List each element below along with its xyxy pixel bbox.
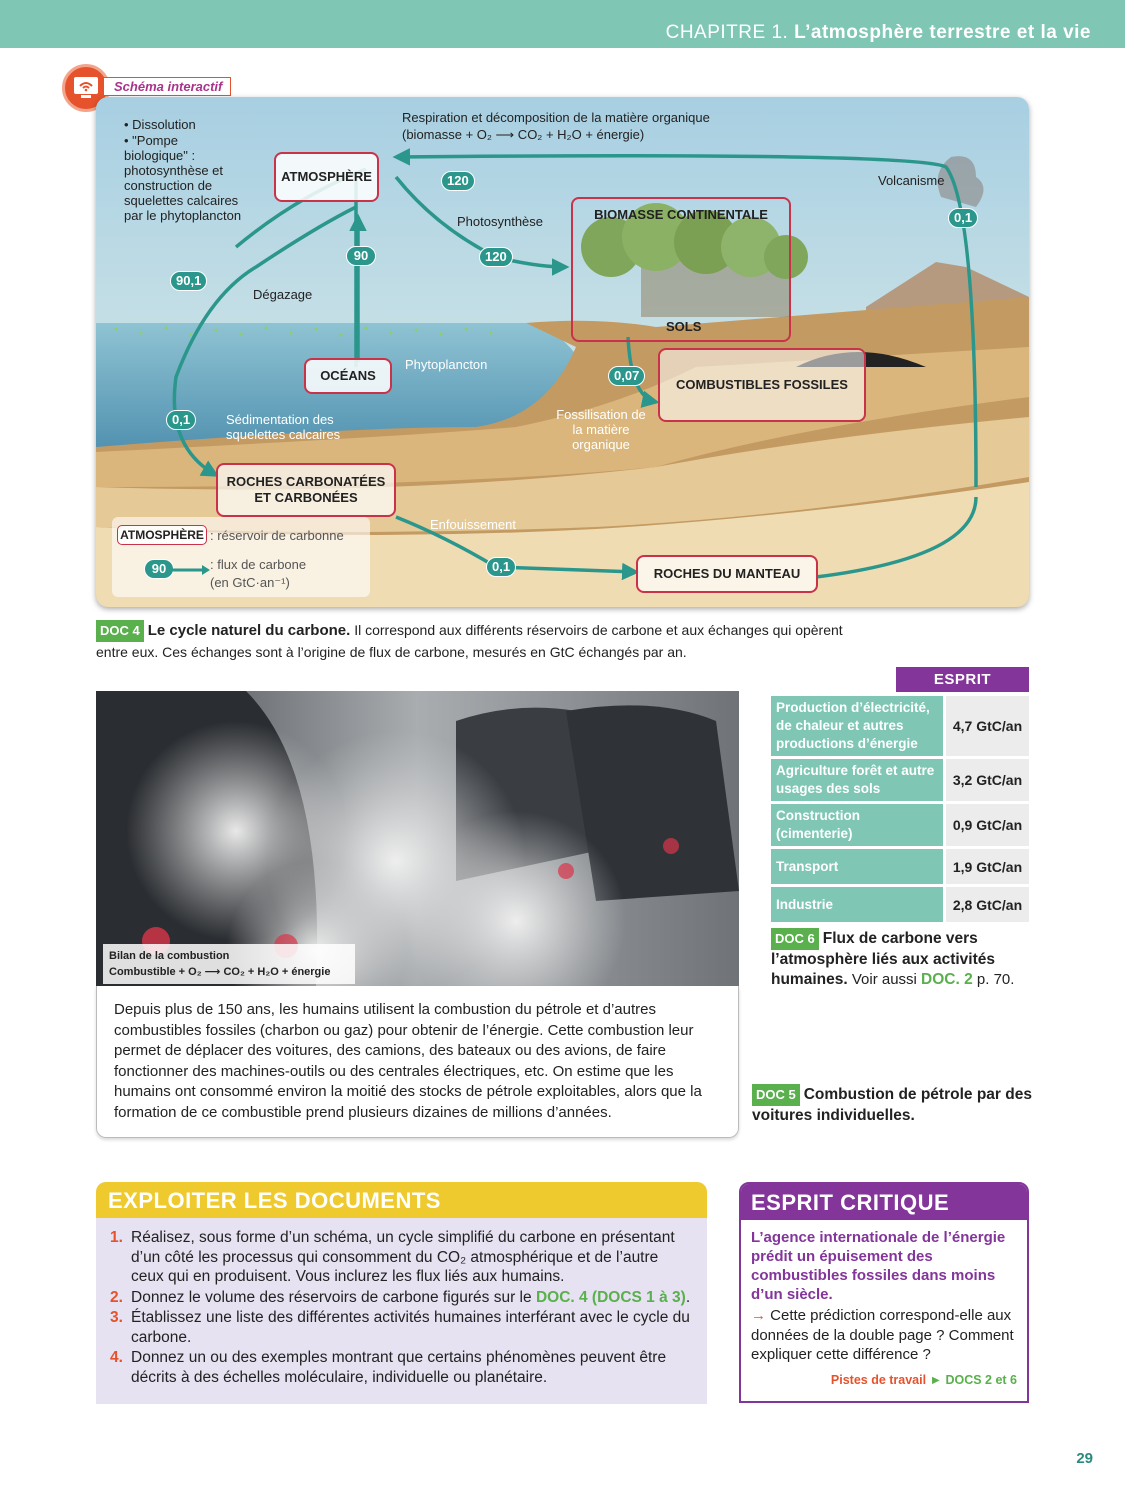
legend-arrow-icon [172,563,212,577]
doc6-ref[interactable]: DOC. 2 [921,971,973,988]
item-text: Donnez le volume des réservoirs de carbone figurés sur le [131,1288,536,1306]
table-row [771,759,1029,801]
doc5-text: Depuis plus de 150 ans, les humains utilisent la combustion du pétrole et d’autres combustibles fossiles (charbon ou gaz) pour obtenir de l’énergie. Cette combustion leur permet de déplacer des voitures, des camions, des bateaux ou des avions, de faire fonctionner des machines-outils ou des centrales électriques, etc. On estime que les humains ont consommé environ la moitié des stocks de pétrole exploitables, alors que la formation de ce combustible prend plusieurs dizaines de millions d’années. [114,1001,702,1121]
list-item [110,1288,693,1308]
esprit-question: L’agence internationale de l’énergie prédit un épuisement des combustibles fossiles dans moins d’un siècle. [751,1229,1006,1303]
doc5-text-box [96,986,739,1138]
table-row-label: Agriculture forêt et autre usages des sols [771,759,943,801]
esprit-answer [741,1304,1027,1365]
play-arrow-icon: ► [929,1373,942,1387]
table-row-label: Industrie [771,887,943,922]
flux-fossilisation: 0,07 [608,366,645,386]
item-text-end: . [685,1288,691,1306]
esprit-critique-title: ESPRIT CRITIQUE [741,1184,1027,1220]
flux-volcanisme: 0,1 [948,208,978,228]
table-row-label: Production d’électricité, de chaleur et autres productions d’énergie [771,696,943,756]
reservoir-sols[interactable]: SOLS [666,319,702,334]
flux-photosynthese: 120 [479,247,513,267]
legend-box-sample: ATMOSPHÈRE [117,525,207,545]
combustion-caption [103,944,355,984]
table-row [771,696,1029,756]
reservoir-roches-carbonatees[interactable]: ROCHES CARBONATÉES ET CARBONÉES [216,463,396,517]
item-text: Établissez une liste des différentes activités humaines interférant avec le cycle du carbone. [131,1309,690,1346]
doc6-caption [771,928,1031,990]
exploiter-panel [96,1182,707,1404]
label-respiration-equation: (biomasse + O₂ ⟶ CO₂ + H₂O + énergie) [402,127,645,142]
esprit-answer-text: Cette prédiction correspond-elle aux données de la double page ? Comment expliquer cette différence ? [751,1307,1014,1363]
label-sedimentation: Sédimentation des squelettes calcaires [226,412,341,442]
list-item [110,1228,693,1287]
cars-exhaust-photo [96,691,739,986]
table-row [771,887,1029,922]
label-degazage: Dégazage [253,287,313,302]
label-phytoplancton: Phytoplancton [405,357,488,372]
legend-flux-unit: (en GtC·an⁻¹) [210,575,290,590]
arrow-right-icon: → [751,1307,766,1324]
reservoir-roches-manteau[interactable]: ROCHES DU MANTEAU [636,555,818,593]
list-item [110,1348,693,1387]
flux-respiration: 120 [441,171,475,191]
page-number: 29 [1076,1450,1093,1467]
exploiter-title: EXPLOITER LES DOCUMENTS [96,1182,707,1218]
reservoir-oceans[interactable]: OCÉANS [304,358,392,394]
doc4-text: Il correspond aux différents réservoirs de carbone et aux échanges qui opèrent entre eux. Ces échanges sont à l’origine de flux de carbone, mesurés en GtC échangés par an. [96,622,843,660]
table-row-value: 3,2 GtC/an [943,759,1029,801]
chapter-header [0,0,1125,48]
table-row [771,804,1029,846]
chapter-title: CHAPITRE 1. L’atmosphère terrestre et la vie [665,22,1091,43]
item-number: 1. [110,1229,123,1246]
doc6-page: p. 70. [972,971,1015,988]
traffic-smoke-image [96,691,739,986]
list-item [110,1308,693,1347]
item-number: 3. [110,1309,123,1326]
flux-sedimentation: 0,1 [166,410,196,430]
combustion-caption-title: Bilan de la combustion [109,950,230,962]
item-doc-ref[interactable]: DOC. 4 (DOCS 1 à 3) [535,1288,686,1306]
label-enfouissement: Enfouissement [430,517,516,532]
doc6-see: Voir aussi [847,971,922,988]
label-dissolution: • Dissolution [124,117,196,132]
doc5-caption [752,1084,1032,1126]
table-row-value: 2,8 GtC/an [943,887,1029,922]
label-pompe-biologique: • "Pompe biologique" : photosynthèse et construction de squelettes calcaires par le phytoplancton [124,133,242,223]
legend-box-text: : réservoir de carbonne [210,528,344,543]
flux-degazage: 90 [346,246,376,266]
reservoir-combustibles[interactable]: COMBUSTIBLES FOSSILES [658,348,866,422]
doc4-caption [96,620,856,662]
item-text: Donnez un ou des exemples montrant que certains phénomènes peuvent être décrits à des échelles moléculaire, individuelle ou planétaire. [131,1349,667,1386]
item-number: 4. [110,1349,123,1366]
table-row-value: 1,9 GtC/an [943,849,1029,884]
interactive-label[interactable]: Schéma interactif [104,77,231,96]
flux-enfouissement: 0,1 [486,557,516,577]
table-row-label: Construction (cimenterie) [771,804,943,846]
biomasse-label: BIOMASSE CONTINENTALE [594,207,768,222]
exploiter-list [96,1218,707,1387]
human-flux-table [771,693,1029,925]
diagram-legend [112,517,370,597]
combustion-equation: Combustible + O₂ ⟶ CO₂ + H₂O + énergie [109,966,331,978]
doc6-title: Flux de carbone vers l’atmosphère liés aux activités humaines. [771,930,995,988]
doc5-tag: DOC 5 [752,1084,800,1106]
label-fossilisation: Fossilisation de la matière organique [556,407,646,452]
item-number: 2. [110,1288,123,1306]
table-row-label: Transport [771,849,943,884]
doc6-tag: DOC 6 [771,928,819,950]
pistes-label: Pistes de travail [830,1373,927,1387]
item-text: Réalisez, sous forme d’un schéma, un cycle simplifié du carbone en présentant d’un côté les processus qui consomment du CO₂ atmosphérique et de l’autre ceux qui en produisent. Vous inclurez les flux liés aux humains. [131,1229,675,1285]
carbon-cycle-diagram [96,97,1029,607]
table-row [771,849,1029,884]
esprit-critique-panel [739,1182,1029,1403]
doc4-tag: DOC 4 [96,620,144,642]
label-photosynthese: Photosynthèse [457,214,544,229]
legend-flux-sample: 90 [144,559,174,579]
doc4-title: Le cycle naturel du carbone. [147,622,351,639]
table-row-value: 4,7 GtC/an [943,696,1029,756]
table-row-value: 0,9 GtC/an [943,804,1029,846]
label-respiration-title: Respiration et décomposition de la matière organique [402,110,710,125]
legend-flux-text: : flux de carbone [210,557,307,572]
flux-dissolution: 90,1 [170,271,207,291]
pistes-docs[interactable]: DOCS 2 et 6 [945,1373,1017,1387]
esprit-critique-tag: ESPRIT [896,667,1029,692]
doc5-title: Combustion de pétrole par des voitures individuelles. [752,1086,1032,1124]
reservoir-atmosphere[interactable]: ATMOSPHÈRE [274,152,379,202]
pistes-de-travail [831,1373,1017,1387]
label-volcanisme: Volcanisme [878,173,945,188]
